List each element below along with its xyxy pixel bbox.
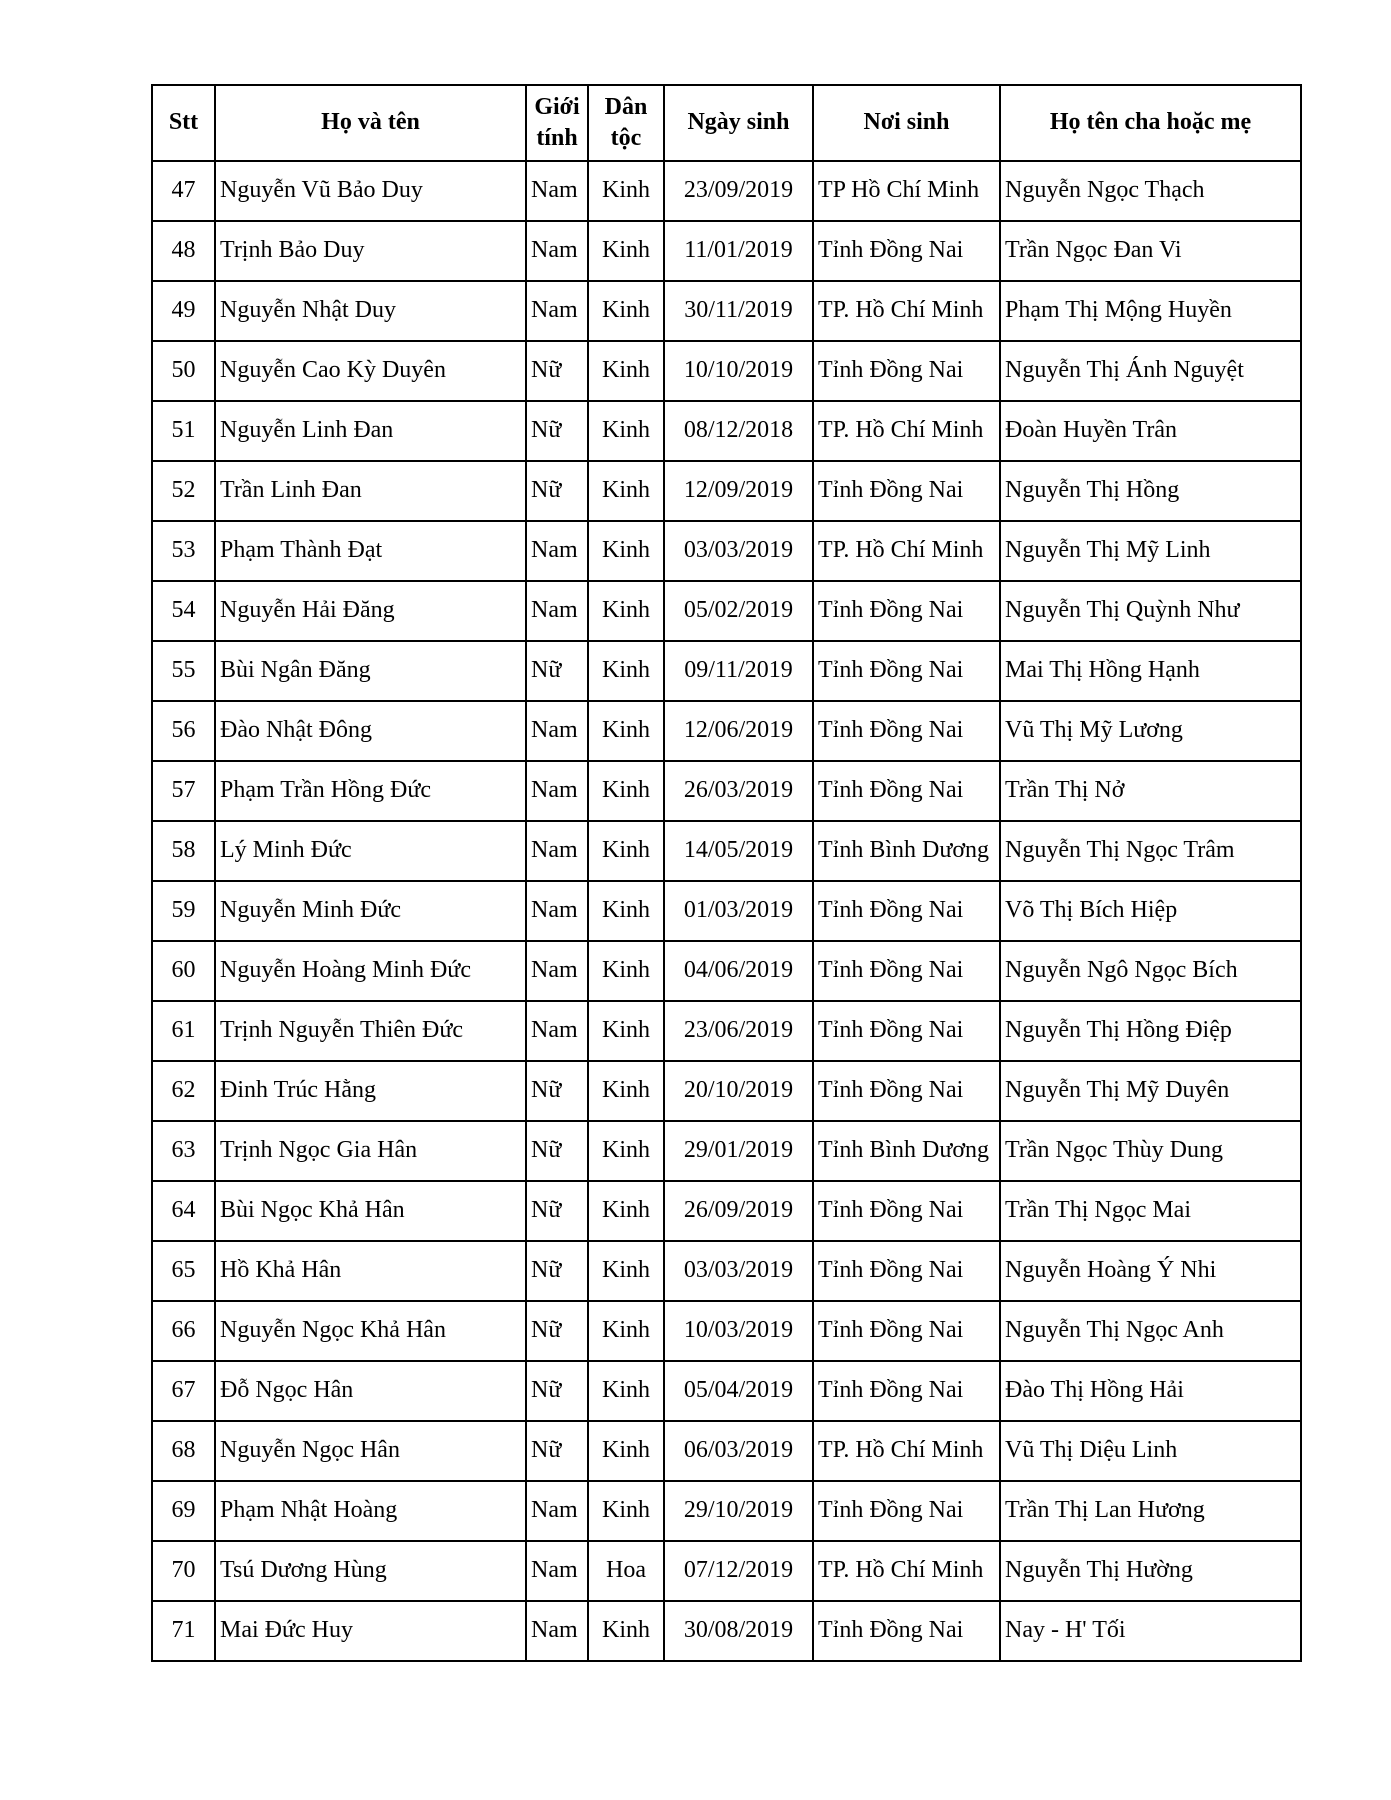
- header-parent: Họ tên cha hoặc mẹ: [1000, 85, 1301, 161]
- cell-name: Đinh Trúc Hằng: [215, 1061, 526, 1121]
- cell-dob: 06/03/2019: [664, 1421, 813, 1481]
- cell-gender: Nam: [526, 881, 588, 941]
- cell-birthplace: TP. Hồ Chí Minh: [813, 281, 1000, 341]
- cell-ethnicity: Kinh: [588, 821, 664, 881]
- cell-gender: Nam: [526, 1481, 588, 1541]
- cell-stt: 56: [152, 701, 215, 761]
- cell-ethnicity: Kinh: [588, 701, 664, 761]
- cell-parent: Nay - H' Tối: [1000, 1601, 1301, 1661]
- cell-stt: 60: [152, 941, 215, 1001]
- cell-ethnicity: Kinh: [588, 1421, 664, 1481]
- table-row: [152, 341, 1301, 401]
- cell-stt: 65: [152, 1241, 215, 1301]
- header-birthplace: Nơi sinh: [813, 85, 1000, 161]
- cell-gender: Nam: [526, 221, 588, 281]
- cell-parent: Vũ Thị Mỹ Lương: [1000, 701, 1301, 761]
- cell-dob: 09/11/2019: [664, 641, 813, 701]
- cell-stt: 59: [152, 881, 215, 941]
- cell-stt: 68: [152, 1421, 215, 1481]
- cell-ethnicity: Kinh: [588, 1481, 664, 1541]
- header-dob: Ngày sinh: [664, 85, 813, 161]
- cell-name: Trịnh Nguyễn Thiên Đức: [215, 1001, 526, 1061]
- cell-dob: 12/06/2019: [664, 701, 813, 761]
- cell-dob: 04/06/2019: [664, 941, 813, 1001]
- cell-ethnicity: Hoa: [588, 1541, 664, 1601]
- cell-birthplace: Tỉnh Đồng Nai: [813, 1181, 1000, 1241]
- cell-stt: 53: [152, 521, 215, 581]
- cell-birthplace: Tỉnh Đồng Nai: [813, 461, 1000, 521]
- cell-ethnicity: Kinh: [588, 221, 664, 281]
- cell-stt: 69: [152, 1481, 215, 1541]
- cell-stt: 58: [152, 821, 215, 881]
- cell-ethnicity: Kinh: [588, 581, 664, 641]
- cell-birthplace: TP. Hồ Chí Minh: [813, 1421, 1000, 1481]
- cell-name: Lý Minh Đức: [215, 821, 526, 881]
- cell-birthplace: Tỉnh Đồng Nai: [813, 1481, 1000, 1541]
- cell-stt: 66: [152, 1301, 215, 1361]
- cell-parent: Phạm Thị Mộng Huyền: [1000, 281, 1301, 341]
- cell-ethnicity: Kinh: [588, 1361, 664, 1421]
- table-row: [152, 1181, 1301, 1241]
- cell-name: Hồ Khả Hân: [215, 1241, 526, 1301]
- cell-parent: Nguyễn Thị Hồng Điệp: [1000, 1001, 1301, 1061]
- cell-gender: Nam: [526, 1001, 588, 1061]
- cell-gender: Nam: [526, 761, 588, 821]
- cell-dob: 23/09/2019: [664, 161, 813, 221]
- cell-parent: Nguyễn Thị Hồng: [1000, 461, 1301, 521]
- header-stt: Stt: [152, 85, 215, 161]
- cell-gender: Nữ: [526, 1241, 588, 1301]
- cell-ethnicity: Kinh: [588, 761, 664, 821]
- cell-name: Bùi Ngân Đăng: [215, 641, 526, 701]
- cell-dob: 10/03/2019: [664, 1301, 813, 1361]
- cell-dob: 08/12/2018: [664, 401, 813, 461]
- cell-birthplace: Tỉnh Đồng Nai: [813, 701, 1000, 761]
- cell-ethnicity: Kinh: [588, 1241, 664, 1301]
- table-row: [152, 881, 1301, 941]
- table-row: [152, 1541, 1301, 1601]
- cell-gender: Nam: [526, 941, 588, 1001]
- cell-gender: Nam: [526, 581, 588, 641]
- cell-name: Nguyễn Linh Đan: [215, 401, 526, 461]
- cell-ethnicity: Kinh: [588, 281, 664, 341]
- cell-parent: Trần Ngọc Thùy Dung: [1000, 1121, 1301, 1181]
- cell-dob: 26/03/2019: [664, 761, 813, 821]
- student-roster-table: [151, 84, 1302, 1662]
- cell-dob: 03/03/2019: [664, 1241, 813, 1301]
- header-name: Họ và tên: [215, 85, 526, 161]
- cell-dob: 01/03/2019: [664, 881, 813, 941]
- cell-gender: Nữ: [526, 341, 588, 401]
- cell-ethnicity: Kinh: [588, 341, 664, 401]
- cell-dob: 14/05/2019: [664, 821, 813, 881]
- cell-gender: Nam: [526, 161, 588, 221]
- cell-name: Phạm Nhật Hoàng: [215, 1481, 526, 1541]
- cell-gender: Nữ: [526, 1421, 588, 1481]
- cell-parent: Trần Ngọc Đan Vi: [1000, 221, 1301, 281]
- cell-stt: 52: [152, 461, 215, 521]
- cell-gender: Nam: [526, 1601, 588, 1661]
- cell-name: Phạm Trần Hồng Đức: [215, 761, 526, 821]
- header-gender-line1: Giới: [534, 93, 580, 120]
- cell-dob: 12/09/2019: [664, 461, 813, 521]
- table-row: [152, 701, 1301, 761]
- cell-parent: Đoàn Huyền Trân: [1000, 401, 1301, 461]
- cell-name: Nguyễn Ngọc Khả Hân: [215, 1301, 526, 1361]
- cell-ethnicity: Kinh: [588, 1061, 664, 1121]
- cell-birthplace: Tỉnh Bình Dương: [813, 821, 1000, 881]
- cell-stt: 57: [152, 761, 215, 821]
- cell-parent: Trần Thị Lan Hương: [1000, 1481, 1301, 1541]
- cell-stt: 61: [152, 1001, 215, 1061]
- cell-name: Nguyễn Hoàng Minh Đức: [215, 941, 526, 1001]
- cell-name: Trịnh Ngọc Gia Hân: [215, 1121, 526, 1181]
- cell-name: Phạm Thành Đạt: [215, 521, 526, 581]
- cell-parent: Vũ Thị Diệu Linh: [1000, 1421, 1301, 1481]
- cell-birthplace: Tỉnh Bình Dương: [813, 1121, 1000, 1181]
- table-row: [152, 521, 1301, 581]
- cell-dob: 26/09/2019: [664, 1181, 813, 1241]
- cell-dob: 30/11/2019: [664, 281, 813, 341]
- cell-ethnicity: Kinh: [588, 521, 664, 581]
- cell-stt: 50: [152, 341, 215, 401]
- cell-name: Nguyễn Vũ Bảo Duy: [215, 161, 526, 221]
- table-row: [152, 1121, 1301, 1181]
- cell-dob: 05/04/2019: [664, 1361, 813, 1421]
- cell-dob: 05/02/2019: [664, 581, 813, 641]
- cell-stt: 70: [152, 1541, 215, 1601]
- cell-name: Nguyễn Nhật Duy: [215, 281, 526, 341]
- cell-birthplace: Tỉnh Đồng Nai: [813, 1301, 1000, 1361]
- cell-birthplace: Tỉnh Đồng Nai: [813, 761, 1000, 821]
- table-row: [152, 461, 1301, 521]
- cell-name: Tsú Dương Hùng: [215, 1541, 526, 1601]
- cell-gender: Nữ: [526, 1361, 588, 1421]
- cell-ethnicity: Kinh: [588, 161, 664, 221]
- table-row: [152, 1421, 1301, 1481]
- cell-birthplace: Tỉnh Đồng Nai: [813, 341, 1000, 401]
- cell-birthplace: TP. Hồ Chí Minh: [813, 1541, 1000, 1601]
- table-body: [152, 161, 1301, 1661]
- cell-stt: 49: [152, 281, 215, 341]
- table-row: [152, 581, 1301, 641]
- cell-gender: Nữ: [526, 1121, 588, 1181]
- cell-birthplace: Tỉnh Đồng Nai: [813, 881, 1000, 941]
- header-gender-line2: tính: [536, 125, 578, 151]
- header-row: [152, 85, 1301, 161]
- table-row: [152, 401, 1301, 461]
- cell-dob: 07/12/2019: [664, 1541, 813, 1601]
- table-row: [152, 161, 1301, 221]
- cell-name: Nguyễn Ngọc Hân: [215, 1421, 526, 1481]
- header-gender: [526, 85, 588, 161]
- cell-dob: 29/10/2019: [664, 1481, 813, 1541]
- cell-parent: Nguyễn Thị Ngọc Anh: [1000, 1301, 1301, 1361]
- cell-parent: Nguyễn Thị Mỹ Linh: [1000, 521, 1301, 581]
- header-ethnicity-line2: tộc: [610, 125, 642, 151]
- cell-dob: 23/06/2019: [664, 1001, 813, 1061]
- cell-parent: Nguyễn Thị Mỹ Duyên: [1000, 1061, 1301, 1121]
- cell-parent: Trần Thị Ngọc Mai: [1000, 1181, 1301, 1241]
- cell-gender: Nam: [526, 521, 588, 581]
- cell-gender: Nam: [526, 1541, 588, 1601]
- cell-parent: Võ Thị Bích Hiệp: [1000, 881, 1301, 941]
- cell-name: Nguyễn Hải Đăng: [215, 581, 526, 641]
- cell-stt: 54: [152, 581, 215, 641]
- cell-name: Nguyễn Cao Kỳ Duyên: [215, 341, 526, 401]
- table-row: [152, 1061, 1301, 1121]
- cell-name: Trịnh Bảo Duy: [215, 221, 526, 281]
- cell-stt: 67: [152, 1361, 215, 1421]
- cell-stt: 64: [152, 1181, 215, 1241]
- cell-birthplace: TP Hồ Chí Minh: [813, 161, 1000, 221]
- cell-stt: 48: [152, 221, 215, 281]
- cell-birthplace: TP. Hồ Chí Minh: [813, 401, 1000, 461]
- cell-parent: Nguyễn Hoàng Ý Nhi: [1000, 1241, 1301, 1301]
- cell-dob: 30/08/2019: [664, 1601, 813, 1661]
- table-row: [152, 281, 1301, 341]
- cell-birthplace: TP. Hồ Chí Minh: [813, 521, 1000, 581]
- table-row: [152, 941, 1301, 1001]
- cell-birthplace: Tỉnh Đồng Nai: [813, 641, 1000, 701]
- cell-birthplace: Tỉnh Đồng Nai: [813, 941, 1000, 1001]
- cell-stt: 62: [152, 1061, 215, 1121]
- cell-birthplace: Tỉnh Đồng Nai: [813, 1601, 1000, 1661]
- cell-parent: Nguyễn Thị Quỳnh Như: [1000, 581, 1301, 641]
- cell-name: Bùi Ngọc Khả Hân: [215, 1181, 526, 1241]
- cell-parent: Nguyễn Thị Ánh Nguyệt: [1000, 341, 1301, 401]
- cell-parent: Nguyễn Ngô Ngọc Bích: [1000, 941, 1301, 1001]
- header-ethnicity: [588, 85, 664, 161]
- cell-birthplace: Tỉnh Đồng Nai: [813, 1061, 1000, 1121]
- cell-name: Trần Linh Đan: [215, 461, 526, 521]
- cell-ethnicity: Kinh: [588, 641, 664, 701]
- table-row: [152, 761, 1301, 821]
- cell-name: Đào Nhật Đông: [215, 701, 526, 761]
- table-row: [152, 641, 1301, 701]
- cell-ethnicity: Kinh: [588, 881, 664, 941]
- cell-parent: Trần Thị Nở: [1000, 761, 1301, 821]
- table-header: [152, 85, 1301, 161]
- cell-gender: Nam: [526, 821, 588, 881]
- cell-parent: Nguyễn Thị Hường: [1000, 1541, 1301, 1601]
- cell-gender: Nam: [526, 701, 588, 761]
- cell-ethnicity: Kinh: [588, 461, 664, 521]
- cell-gender: Nữ: [526, 1181, 588, 1241]
- cell-stt: 55: [152, 641, 215, 701]
- cell-gender: Nữ: [526, 1061, 588, 1121]
- cell-stt: 63: [152, 1121, 215, 1181]
- cell-parent: Nguyễn Thị Ngọc Trâm: [1000, 821, 1301, 881]
- cell-parent: Mai Thị Hồng Hạnh: [1000, 641, 1301, 701]
- cell-gender: Nam: [526, 281, 588, 341]
- cell-name: Nguyễn Minh Đức: [215, 881, 526, 941]
- cell-stt: 51: [152, 401, 215, 461]
- table-row: [152, 1301, 1301, 1361]
- cell-birthplace: Tỉnh Đồng Nai: [813, 1241, 1000, 1301]
- table-row: [152, 1001, 1301, 1061]
- table-row: [152, 1361, 1301, 1421]
- cell-ethnicity: Kinh: [588, 401, 664, 461]
- cell-birthplace: Tỉnh Đồng Nai: [813, 1001, 1000, 1061]
- table-row: [152, 1481, 1301, 1541]
- cell-gender: Nữ: [526, 461, 588, 521]
- cell-ethnicity: Kinh: [588, 1301, 664, 1361]
- table-row: [152, 1241, 1301, 1301]
- cell-ethnicity: Kinh: [588, 1601, 664, 1661]
- cell-ethnicity: Kinh: [588, 1001, 664, 1061]
- cell-ethnicity: Kinh: [588, 1181, 664, 1241]
- cell-dob: 20/10/2019: [664, 1061, 813, 1121]
- cell-name: Đỗ Ngọc Hân: [215, 1361, 526, 1421]
- cell-ethnicity: Kinh: [588, 1121, 664, 1181]
- cell-birthplace: Tỉnh Đồng Nai: [813, 1361, 1000, 1421]
- cell-dob: 11/01/2019: [664, 221, 813, 281]
- cell-gender: Nữ: [526, 641, 588, 701]
- header-ethnicity-line1: Dân: [604, 93, 648, 120]
- cell-stt: 71: [152, 1601, 215, 1661]
- cell-gender: Nữ: [526, 401, 588, 461]
- table-row: [152, 1601, 1301, 1661]
- cell-parent: Đào Thị Hồng Hải: [1000, 1361, 1301, 1421]
- cell-dob: 29/01/2019: [664, 1121, 813, 1181]
- cell-birthplace: Tỉnh Đồng Nai: [813, 221, 1000, 281]
- cell-dob: 10/10/2019: [664, 341, 813, 401]
- cell-parent: Nguyễn Ngọc Thạch: [1000, 161, 1301, 221]
- table-row: [152, 221, 1301, 281]
- table-row: [152, 821, 1301, 881]
- cell-name: Mai Đức Huy: [215, 1601, 526, 1661]
- cell-dob: 03/03/2019: [664, 521, 813, 581]
- cell-ethnicity: Kinh: [588, 941, 664, 1001]
- cell-gender: Nữ: [526, 1301, 588, 1361]
- cell-stt: 47: [152, 161, 215, 221]
- cell-birthplace: Tỉnh Đồng Nai: [813, 581, 1000, 641]
